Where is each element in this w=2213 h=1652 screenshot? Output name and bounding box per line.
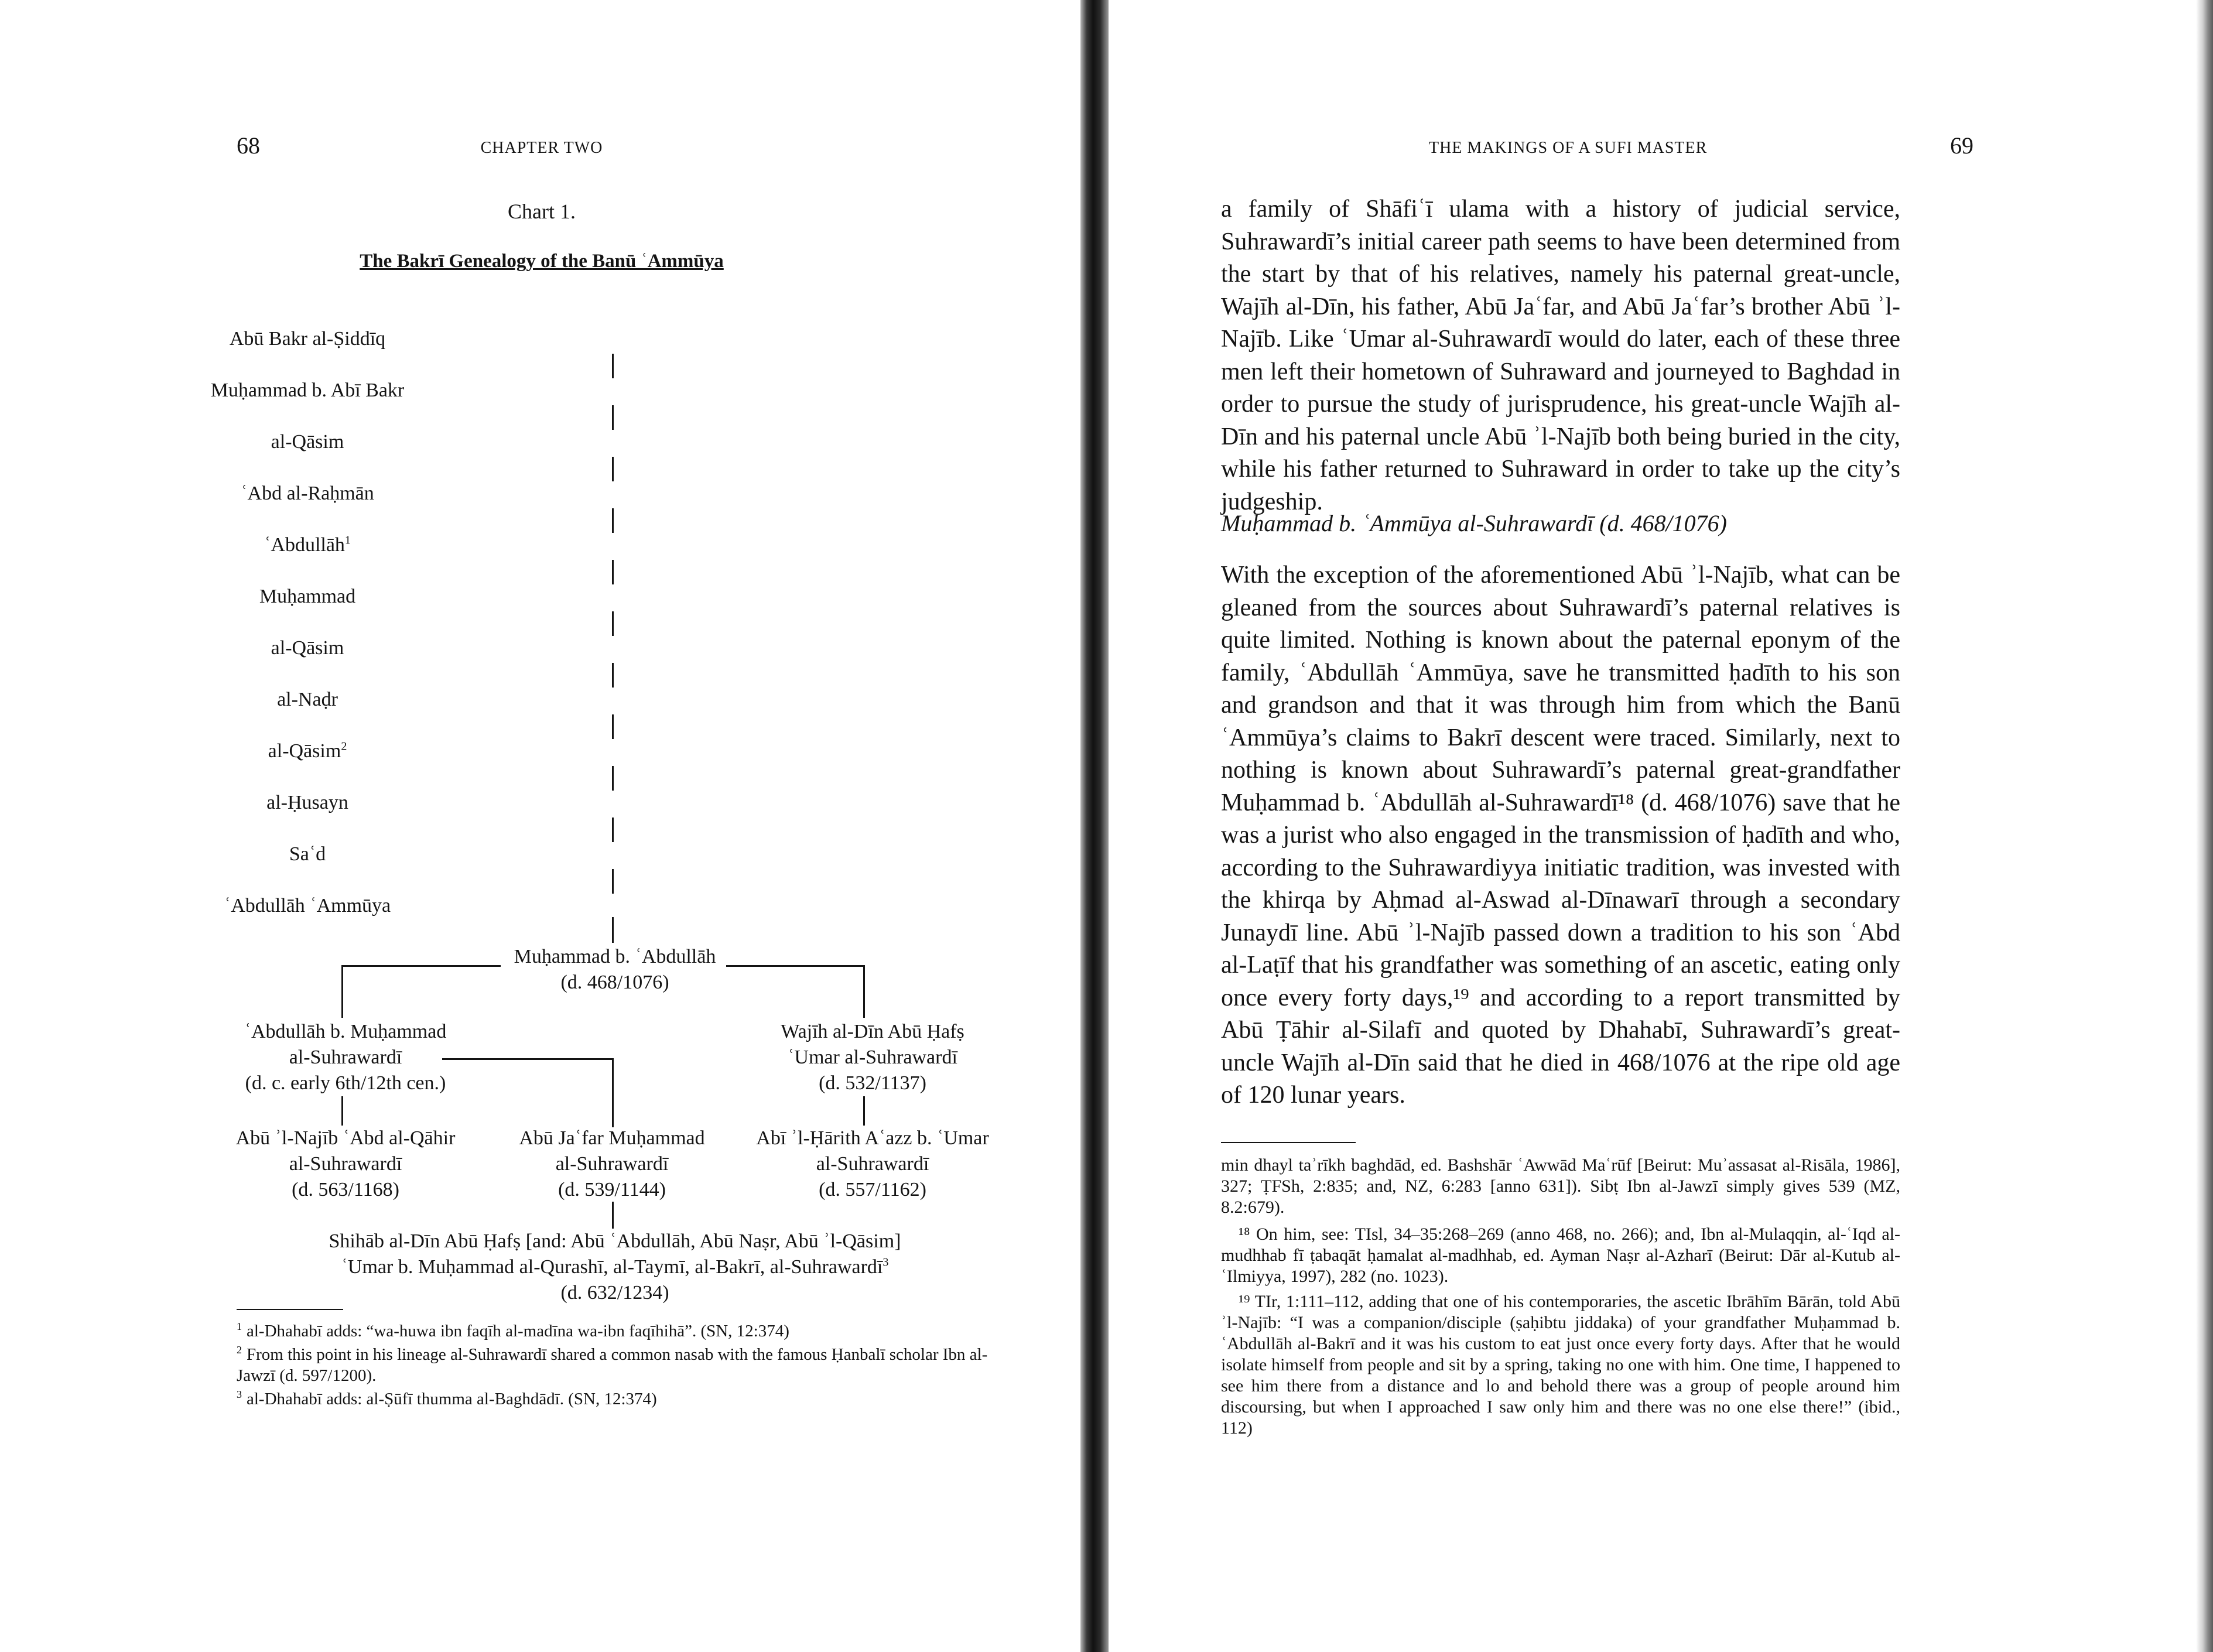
node-dates: (d. 632/1234)	[560, 1282, 669, 1304]
node-nisba: al-Suhrawardī	[816, 1153, 929, 1175]
node-dates: (d. 468/1076)	[560, 972, 669, 993]
node-name: Wajīh al-Dīn Abū Ḥafṣ	[781, 1021, 964, 1042]
node-name: ʿAbdullāh b. Muḥammad	[244, 1021, 447, 1042]
connector-line	[341, 1096, 343, 1126]
chain-node-name: ʿAbdullāh ʿAmmūya	[224, 895, 391, 916]
connector-line	[863, 1096, 865, 1126]
chain-node	[0, 792, 615, 814]
node-nisba: al-Suhrawardī	[555, 1153, 669, 1175]
node-dates: (d. 557/1162)	[819, 1179, 926, 1200]
connector-line	[863, 965, 865, 1018]
chain-node-name: Muḥammad b. Abī Bakr	[210, 379, 405, 401]
footnote-continued: min dhayl taʾrīkh baghdād, ed. Bashshār ʿAwwād Maʿrūf [Beirut: Muʾassasat al-Risāla, 1986], 327; ṬFSh, 2:835; and, NZ, 6:283 [anno 631]). Sibṭ Ibn al-Jawzī simply gives 539 (MZ, 8.2:679).	[1221, 1155, 1900, 1217]
branch-line-right	[726, 965, 865, 967]
chain-node	[0, 895, 615, 917]
footnote-1	[237, 1321, 998, 1342]
connector-line	[612, 354, 614, 378]
chart-caption: Chart 1.	[508, 200, 576, 223]
chart-title: The Bakrī Genealogy of the Banū ʿAmmūya	[360, 251, 724, 272]
node-nisba: al-Suhrawardī	[289, 1046, 402, 1068]
node-dates: (d. 563/1168)	[292, 1179, 399, 1200]
connector-line	[341, 965, 343, 1018]
footnote-text: al-Dhahabī adds: “wa-huwa ibn faqīh al-madīna wa-ibn faqīhihā”. (SN, 12:374)	[247, 1322, 789, 1340]
connector-line	[612, 766, 614, 791]
footnote-rule	[237, 1309, 343, 1310]
connector-line	[612, 1058, 614, 1127]
node-shihab-al-din	[258, 1229, 972, 1306]
footnote-18: ¹⁸ On him, see: TIsl, 34–35:268–269 (anno 468, no. 266); and, Ibn al-Mulaqqin, al-ʿIqd al-mudhhab fī ṭabaqāt ḥamalat al-madhhab, ed. Ayman Naṣr al-Azharī (Beirut: Dār al-Kutub al-ʿIlmiyya, 1997), 282 (no. 1023).	[1221, 1225, 1900, 1286]
body-paragraph: a family of Shāfiʿī ulama with a history of judicial service, Suhrawardī’s initial career path seems to have been determined from the start by that of his relatives, namely his paternal great-uncle, Wajīh al-Dīn, his father, Abū Jaʿfar, and Abū Jaʿfar’s brother Abū ʾl-Najīb. Like ʿUmar al-Suhrawardī would do later, each of these three men left their hometown of Suhraward and journeyed to Baghdad in order to pursue the study of jurisprudence, his great-uncle Wajīh al-Dīn and his paternal uncle Abū ʾl-Najīb both being buried in the city, while his father returned to Suhraward in order to take up the city’s judgeship.	[1221, 196, 1900, 515]
page-number: 68	[237, 132, 260, 159]
chain-node-name: ʿAbd al-Raḥmān	[241, 483, 374, 504]
footnote-19: ¹⁹ TIr, 1:111–112, adding that one of his contemporaries, the ascetic Ibrāhīm Bārān, told Abū ʾl-Najīb: “I was a companion/disciple (ṣaḥibtu jiddaka) of your grandfather Muḥammad b. ʿAbdullāh al-Bakrī and it was his custom to eat just once every forty days. After that he would isolate himself from people and sit by a spring, taking no one with him. One time, I happened to see him there from a distance and lo and behold there was a group of people around him discoursing, but when I approached I saw only him and there was no one else there!” (ibid., 112)	[1221, 1292, 1900, 1438]
footnote-3	[237, 1388, 998, 1410]
chain-node	[0, 534, 615, 556]
branch-line	[442, 1058, 612, 1060]
chain-node	[0, 586, 615, 608]
chain-node	[0, 379, 615, 402]
node-nisba: ʿUmar al-Suhrawardī	[788, 1046, 957, 1068]
chain-node	[0, 689, 615, 711]
node-nisba: al-Suhrawardī	[289, 1153, 402, 1175]
connector-line	[612, 917, 614, 943]
connector-line	[612, 611, 614, 636]
node-nisba	[258, 1254, 972, 1280]
chain-node	[0, 740, 615, 762]
footnote-number: 3	[237, 1388, 242, 1401]
footnote-text: al-Dhahabī adds: al-Ṣūfī thumma al-Baghdādī. (SN, 12:374)	[247, 1390, 657, 1408]
right-page	[1083, 0, 2213, 1652]
connector-line	[612, 508, 614, 533]
section-subheading: Muḥammad b. ʿAmmūya al-Suhrawardī (d. 468/1076)	[1221, 510, 1728, 536]
connector-line	[612, 405, 614, 430]
chain-node-name: Muḥammad	[259, 586, 356, 607]
footnote-number: 2	[237, 1344, 242, 1356]
branch-line-left	[341, 965, 501, 967]
footnote-ref: 1	[344, 533, 351, 547]
footnote-2	[237, 1344, 998, 1386]
page-number: 69	[1950, 132, 1973, 159]
chain-node	[0, 843, 615, 866]
footnote-ref: 2	[341, 740, 347, 753]
body-paragraph: With the exception of the aforementioned Abū ʾl-Najīb, what can be gleaned from the sources about Suhrawardī’s paternal relatives is quite limited. Nothing is known about the paternal eponym of the family, ʿAbdullāh ʿAmmūya, save he transmitted ḥadīth to his son and grandson and that it was through him from which the Banū ʿAmmūya’s claims to Bakrī descent were traced. Similarly, next to nothing is known about Suhrawardī’s paternal great-grandfather Muḥammad b. ʿAbdullāh al-Suhrawardī¹⁸ (d. 468/1076) save that he was a jurist who also engaged in the transmission of ḥadīth and who, according to the Suhrawardiyya initiatic tradition, was invested with the khirqa by Aḥmad al-Aswad al-Dīnawarī through a secondary Junaydī line. Abū ʾl-Najīb passed down a tradition to his son ʿAbd al-Laṭīf that his grandfather was something of an ascetic, eating only once every forty days,¹⁹ and according to a report transmitted by Abū Ṭāhir al-Silafī and quoted by Dhahabī, Suhrawardī’s great-uncle Wajīh al-Dīn said that he died in 468/1076 at the ripe old age of 120 lunar years.	[1221, 562, 1900, 1109]
node-name: Abū ʾl-Najīb ʿAbd al-Qāhir	[235, 1127, 456, 1149]
chain-node-name: al-Naḍr	[277, 689, 338, 710]
node-abi-harith	[732, 1126, 1013, 1203]
chain-node	[0, 431, 615, 453]
node-abu-najib	[223, 1126, 468, 1203]
footnote-ref: 3	[883, 1256, 889, 1269]
node-name: Muḥammad b. ʿAbdullāh	[514, 946, 716, 967]
node-name: Shihāb al-Dīn Abū Ḥafṣ [and: Abū ʿAbdullāh, Abū Naṣr, Abū ʾl-Qāsim]	[329, 1230, 901, 1252]
connector-line	[612, 1202, 614, 1229]
running-head: THE MAKINGS OF A SUFI MASTER	[1429, 139, 1708, 157]
node-abdullah-b-muhammad	[223, 1019, 468, 1096]
footnote-text: From this point in his lineage al-Suhrawardī shared a common nasab with the famous Ḥanbalī scholar Ibn al-Jawzī (d. 597/1200).	[237, 1345, 988, 1385]
chain-node-name: al-Ḥusayn	[266, 792, 348, 813]
chain-node-name: Saʿd	[289, 843, 326, 865]
footnote-rule	[1221, 1142, 1356, 1143]
chain-node	[0, 328, 615, 350]
chain-node-name: ʿAbdullāh	[264, 534, 345, 556]
node-dates: (d. 539/1144)	[558, 1179, 666, 1200]
chain-node	[0, 483, 615, 505]
node-abu-jafar	[492, 1126, 732, 1203]
chain-node-name: al-Qāsim	[271, 637, 344, 659]
connector-line	[612, 560, 614, 584]
node-muhammad-b-abdullah	[468, 944, 761, 996]
node-name: Abī ʾl-Ḥārith Aʿazz b. ʿUmar	[756, 1127, 989, 1149]
node-dates: (d. c. early 6th/12th cen.)	[245, 1072, 446, 1094]
node-wajih-al-din	[732, 1019, 1013, 1096]
left-page	[0, 0, 1083, 1652]
chain-node-name: Abū Bakr al-Ṣiddīq	[229, 328, 386, 350]
connector-line	[612, 457, 614, 481]
footnote-number: 1	[237, 1321, 242, 1333]
chain-node-name: al-Qāsim	[268, 740, 341, 762]
connector-line	[612, 818, 614, 842]
connector-line	[612, 869, 614, 894]
chain-node	[0, 637, 615, 659]
node-dates: (d. 532/1137)	[819, 1072, 926, 1094]
node-nisba-text: ʿUmar b. Muḥammad al-Qurashī, al-Taymī, al-Bakrī, al-Suhrawardī	[341, 1256, 883, 1278]
chain-node-name: al-Qāsim	[271, 431, 344, 453]
node-name: Abū Jaʿfar Muḥammad	[519, 1127, 705, 1149]
connector-line	[612, 663, 614, 688]
running-head: CHAPTER TWO	[480, 139, 603, 157]
connector-line	[612, 714, 614, 739]
